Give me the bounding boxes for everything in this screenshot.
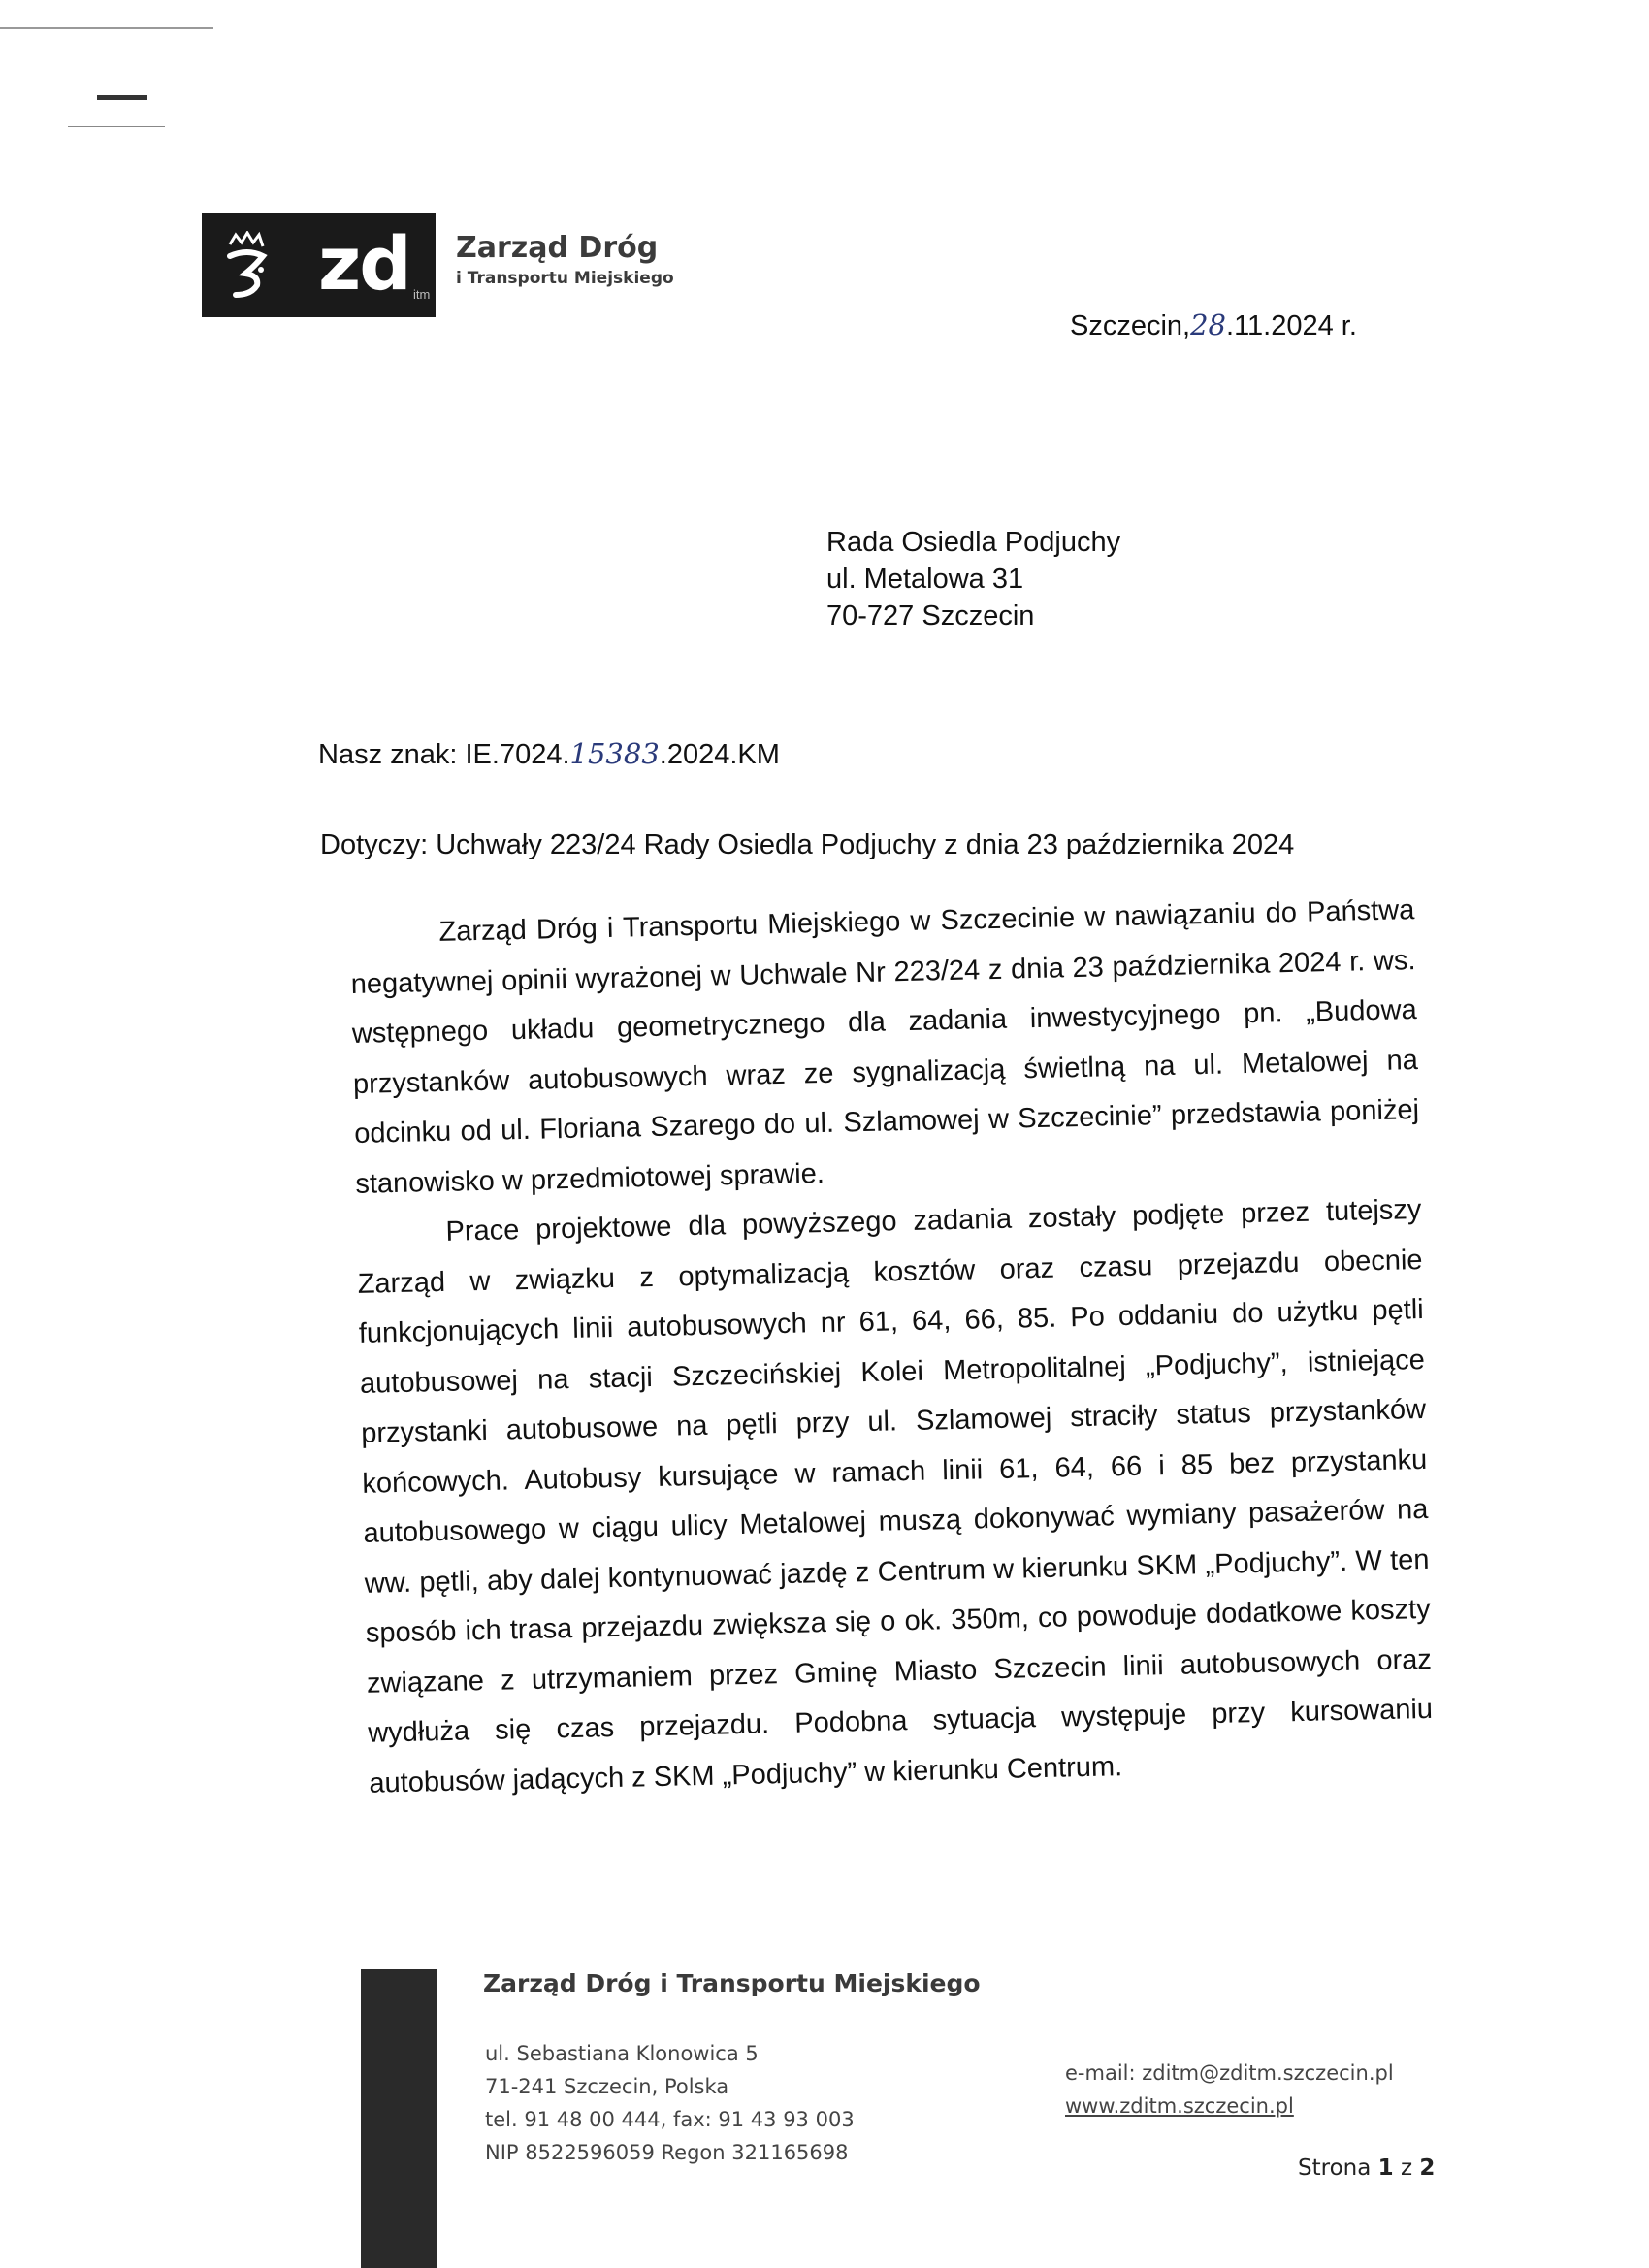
footer-contact xyxy=(1065,2057,1394,2122)
footer-ids: NIP 8522596059 Regon 321165698 xyxy=(485,2141,849,2164)
scan-mark xyxy=(97,95,147,100)
recipient-street: ul. Metalowa 31 xyxy=(826,564,1024,595)
handwritten-day: 28 xyxy=(1190,308,1227,341)
date-suffix: .11.2024 r. xyxy=(1226,310,1357,341)
org-name-line1: Zarząd Dróg xyxy=(456,231,659,265)
body-paragraph: Prace projektowe dla powyższego zadania zostały podjęte przez tutejszy Zarząd w związku z optymalizacją kosztów oraz czasu przejazdu obecnie funkcjonujących linii autobusowych nr 61, 64, 66, 85. Po oddaniu do użytku pętli autobusowej na stacji Szczecińskiej Kolei Metropolitalnej „Podjuchy”, istniejące przystanki autobusowe na pętli przy ul. Szlamowej straciły status przystanków końcowych. Autobusy kursujące w ramach linii 61, 64, 66 i 85 bez przystanku autobusowego w ciągu ulicy Metalowej muszą dokonywać wymiany pasażerów na ww. pętli, aby dalej kontynuować jazdę z Centrum w kierunku SKM „Podjuchy”. W ten sposób ich trasa przejazdu zwiększa się o ok. 350m, co powoduje dodatkowe koszty związane z utrzymaniem przez Gminę Miasto Szczecin linii autobusowych oraz wydłuża się czas przejazdu. Podobna sytuacja występuje przy kursowaniu autobusów jadących z SKM „Podjuchy” w kierunku Centrum. xyxy=(357,1194,1434,1799)
scan-mark xyxy=(0,27,213,29)
org-name-line2: i Transportu Miejskiego xyxy=(456,269,674,288)
page-label: Strona xyxy=(1298,2155,1372,2181)
page-number xyxy=(1298,2155,1435,2181)
place-date xyxy=(1070,308,1357,342)
footer-address xyxy=(485,2037,855,2169)
logo-monogram: zd xyxy=(318,220,410,307)
letter-body xyxy=(349,886,1435,1809)
scan-mark xyxy=(68,126,165,127)
logo-subscript: itm xyxy=(413,287,431,302)
footer-bar xyxy=(361,1969,436,2268)
footer-city: 71-241 Szczecin, Polska xyxy=(485,2075,729,2098)
footer-street: ul. Sebastiana Klonowica 5 xyxy=(485,2042,759,2065)
footer-org-name: Zarząd Dróg i Transportu Miejskiego xyxy=(483,1969,981,1997)
recipient-city: 70-727 Szczecin xyxy=(826,600,1035,632)
place-prefix: Szczecin, xyxy=(1070,310,1191,341)
page-separator: z xyxy=(1400,2155,1413,2181)
reference-prefix: Nasz znak: IE.7024. xyxy=(318,739,570,770)
subject-line: Dotyczy: Uchwały 223/24 Rady Osiedla Podjuchy z dnia 23 października 2024 xyxy=(320,829,1295,860)
reference-suffix: .2024.KM xyxy=(659,739,780,770)
footer-email: e-mail: zditm@zditm.szczecin.pl xyxy=(1065,2061,1394,2085)
recipient-address xyxy=(826,524,1120,634)
recipient-name: Rada Osiedla Podjuchy xyxy=(826,527,1121,558)
footer-phone: tel. 91 48 00 444, fax: 91 43 93 003 xyxy=(485,2108,855,2131)
reference-number xyxy=(318,737,780,771)
footer-website-link[interactable]: www.zditm.szczecin.pl xyxy=(1065,2094,1294,2118)
logo xyxy=(202,213,436,317)
crown-ribbon-icon xyxy=(216,231,275,299)
page-current: 1 xyxy=(1377,2155,1394,2181)
body-paragraph: Zarząd Dróg i Transportu Miejskiego w Szczecinie w nawiązaniu do Państwa negatywnej opinii wyrażonej w Uchwale Nr 223/24 z dnia 23 października 2024 r. ws. wstępnego układu geometrycznego dla zadania inwestycyjnego pn. „Budowa przystanków autobusowych wraz ze sygnalizacją świetlną na ul. Metalowej na odcinku od ul. Floriana Szarego do ul. Szlamowej w Szczecinie” przedstawia poniżej stanowisko w przedmiotowej sprawie. xyxy=(350,894,1420,1200)
page-total: 2 xyxy=(1419,2155,1436,2181)
handwritten-reference: 15383 xyxy=(569,737,660,770)
